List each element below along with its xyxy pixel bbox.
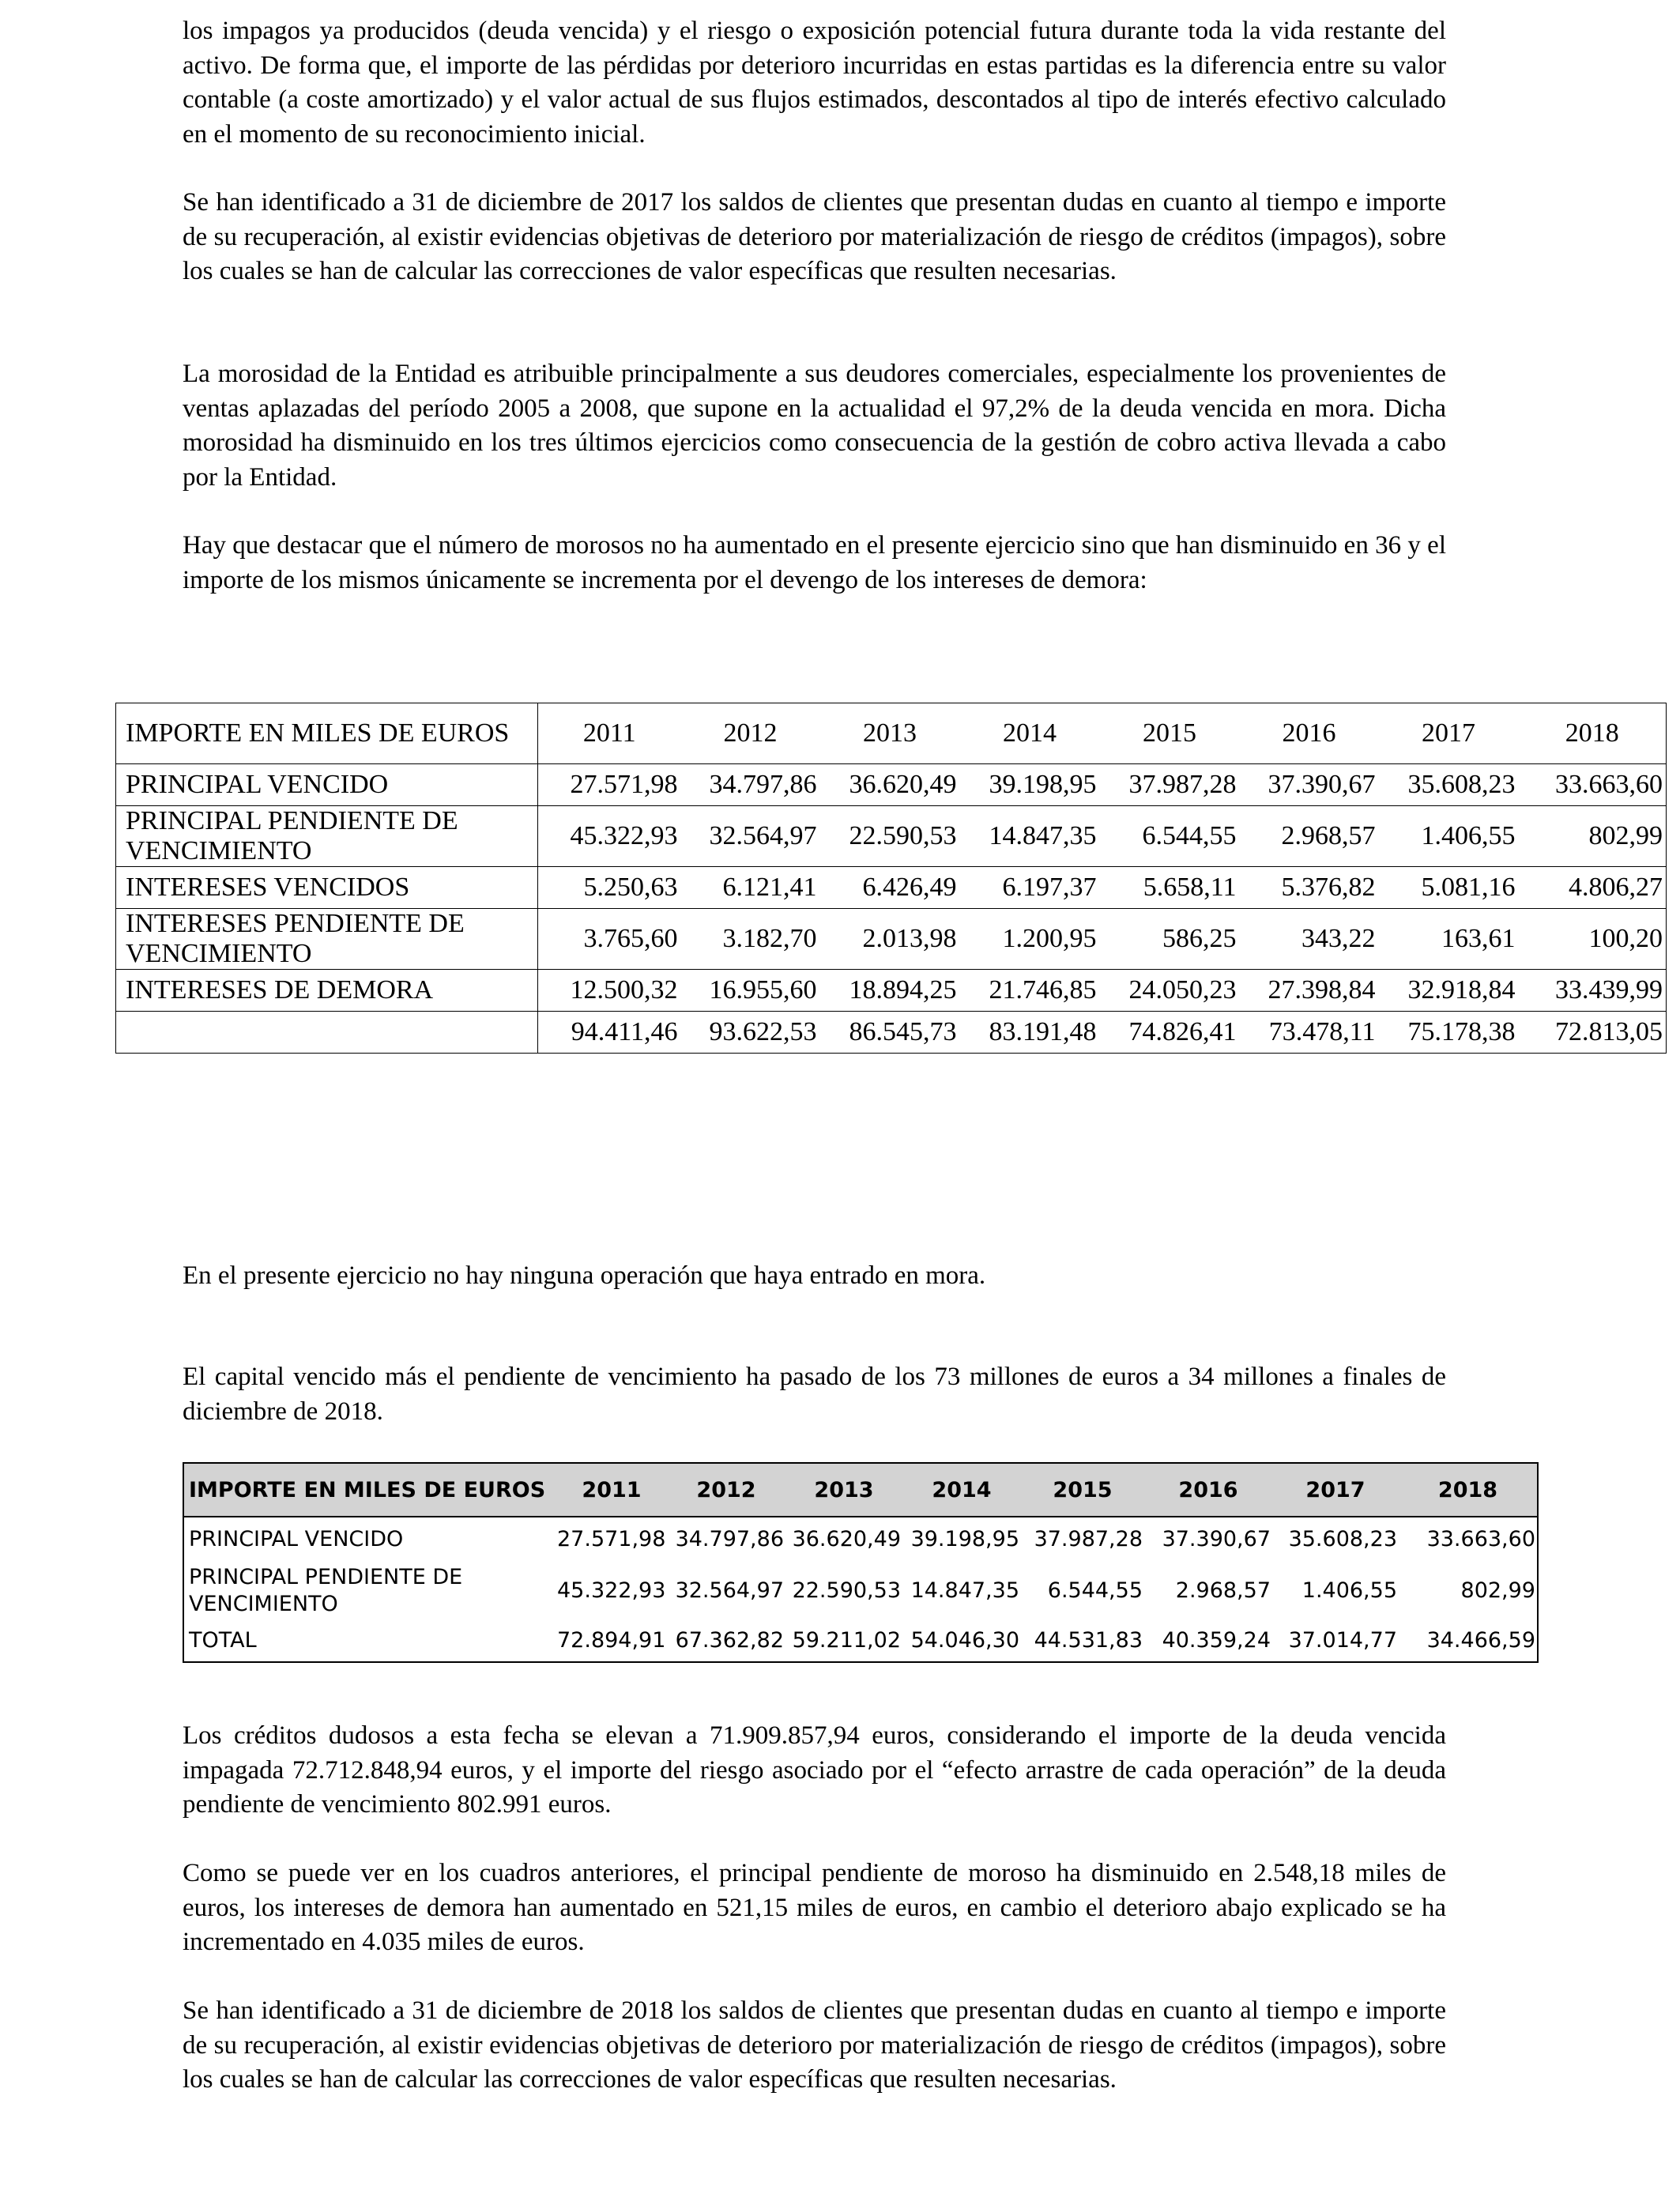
table-total-row: [116, 1012, 1667, 1054]
table-cell: 27.571,98: [538, 764, 681, 806]
table-cell: 44.531,83: [1034, 1628, 1143, 1653]
row-label: PRINCIPAL VENCIDO: [116, 764, 538, 806]
year-header: 2015: [1021, 1463, 1144, 1517]
table-cell: 4.806,27: [1519, 867, 1667, 909]
table-cell: 33.439,99: [1519, 970, 1667, 1012]
row-label: INTERESES VENCIDOS: [116, 867, 538, 909]
year-header: 2016: [1144, 1463, 1272, 1517]
table-row: [183, 1562, 1538, 1620]
paragraph-identified-2017: Se han identificado a 31 de diciembre de 2017 los saldos de clientes que presentan dudas en cuanto al tiempo e importe de su recuperación, al existir evidencias objetivas de deterioro por materialización de riesgo de créditos (impagos), sobre los cuales se han de calcular las correcciones de valor específicas que resulten necesarias.: [183, 188, 1446, 285]
table-cell: 14.847,35: [960, 806, 1100, 867]
table-cell: 6.197,37: [960, 867, 1100, 909]
table-cell: 802,99: [1460, 1578, 1535, 1603]
table-cell: 54.046,30: [910, 1628, 1019, 1653]
table-cell: 586,25: [1100, 909, 1240, 970]
row-label: INTERESES DE DEMORA: [116, 970, 538, 1012]
table-cell: 27.571,98: [557, 1527, 666, 1551]
table-cell: 35.608,23: [1379, 764, 1519, 806]
table-cell: 1.406,55: [1379, 806, 1519, 867]
table-cell: 72.894,91: [557, 1628, 666, 1653]
table-cell: 73.478,11: [1240, 1012, 1379, 1054]
table-row: [116, 764, 1667, 806]
year-header: 2014: [902, 1463, 1021, 1517]
year-header: 2017: [1379, 703, 1519, 764]
table-cell: 33.663,60: [1426, 1527, 1535, 1551]
table-cell: 802,99: [1519, 806, 1667, 867]
year-header: 2013: [785, 1463, 902, 1517]
table-cell: 35.608,23: [1288, 1527, 1397, 1551]
table-cell: 22.590,53: [792, 1578, 901, 1603]
table-cell: 86.545,73: [820, 1012, 960, 1054]
row-label: [116, 1012, 538, 1054]
paragraph-impairment-definition: los impagos ya producidos (deuda vencida) y el riesgo o exposición potencial futura durante toda la vida restante del activo. De forma que, el importe de las pérdidas por deterioro incurridas en estas partidas es la diferencia entre su valor contable (a coste amortizado) y el valor actual de sus flujos estimados, descontados al tipo de interés efectivo calculado en el momento de su reconocimiento inicial.: [183, 17, 1446, 149]
year-header: 2011: [556, 1463, 667, 1517]
table-cell: 40.359,24: [1162, 1628, 1271, 1653]
table-cell: 1.406,55: [1301, 1578, 1397, 1603]
table-cell: 39.198,95: [910, 1527, 1019, 1551]
table-cell: 16.955,60: [681, 970, 820, 1012]
table-cell: 75.178,38: [1379, 1012, 1519, 1054]
table-cell: 21.746,85: [960, 970, 1100, 1012]
table-cell: 18.894,25: [820, 970, 960, 1012]
table-cell: 37.390,67: [1162, 1527, 1271, 1551]
table-cell: 83.191,48: [960, 1012, 1100, 1054]
table-cell: 34.797,86: [675, 1527, 784, 1551]
year-header: 2011: [538, 703, 681, 764]
table-row: [116, 867, 1667, 909]
table-cell: 5.376,82: [1240, 867, 1379, 909]
table-row: [116, 909, 1667, 970]
table-row: [183, 1517, 1538, 1562]
table-cell: 45.322,93: [557, 1578, 666, 1603]
table-row: [116, 806, 1667, 867]
table-cell: 93.622,53: [681, 1012, 820, 1054]
debt-table-detailed: [115, 703, 1667, 1054]
table-cell: 163,61: [1379, 909, 1519, 970]
table-header-row: [183, 1463, 1538, 1517]
header-label: IMPORTE EN MILES DE EUROS: [183, 1463, 556, 1517]
table-cell: 39.198,95: [960, 764, 1100, 806]
year-header: 2016: [1240, 703, 1379, 764]
year-header: 2017: [1272, 1463, 1399, 1517]
table-cell: 3.765,60: [538, 909, 681, 970]
table-cell: 59.211,02: [792, 1628, 901, 1653]
table-header-row: [116, 703, 1667, 764]
table-cell: 1.200,95: [960, 909, 1100, 970]
table-cell: 34.466,59: [1426, 1628, 1535, 1653]
row-label: TOTAL: [189, 1628, 257, 1653]
table-cell: 72.813,05: [1519, 1012, 1667, 1054]
table-cell: 34.797,86: [681, 764, 820, 806]
table-cell: 33.663,60: [1519, 764, 1667, 806]
table-cell: 2.968,57: [1240, 806, 1379, 867]
row-label: PRINCIPAL PENDIENTE DE VENCIMIENTO: [189, 1565, 463, 1616]
paragraph-identified-2018: Se han identificado a 31 de diciembre de 2018 los saldos de clientes que presentan dudas en cuanto al tiempo e importe de su recuperación, al existir evidencias objetivas de deterioro por materialización de riesgo de créditos (impagos), sobre los cuales se han de calcular las correcciones de valor específicas que resulten necesarias.: [183, 1996, 1446, 2094]
table-cell: 6.426,49: [820, 867, 960, 909]
table-cell: 14.847,35: [910, 1578, 1019, 1603]
table-cell: 94.411,46: [538, 1012, 681, 1054]
year-header: 2013: [820, 703, 960, 764]
table-cell: 74.826,41: [1100, 1012, 1240, 1054]
table-row: [116, 970, 1667, 1012]
table-cell: 6.544,55: [1100, 806, 1240, 867]
year-header: 2015: [1100, 703, 1240, 764]
table-cell: 37.390,67: [1240, 764, 1379, 806]
table-cell: 67.362,82: [675, 1628, 784, 1653]
table-cell: 12.500,32: [538, 970, 681, 1012]
row-label: INTERESES PENDIENTE DE VENCIMIENTO: [116, 909, 538, 970]
header-label: IMPORTE EN MILES DE EUROS: [116, 703, 538, 764]
year-header: 2018: [1519, 703, 1667, 764]
debt-table-summary: [183, 1462, 1539, 1663]
table-cell: 32.564,97: [675, 1578, 784, 1603]
table-cell: 37.987,28: [1100, 764, 1240, 806]
table-cell: 32.918,84: [1379, 970, 1519, 1012]
paragraph-morosidad: La morosidad de la Entidad es atribuible principalmente a sus deudores comerciales, especialmente los provenientes de ventas aplazadas del período 2005 a 2008, que supone en la actualidad el 97,2% de la deuda vencida en mora. Dicha morosidad ha disminuido en los tres últimos ejercicios como consecuencia de la gestión de cobro activa llevada a cabo por la Entidad.: [183, 360, 1446, 492]
table-cell: 5.658,11: [1100, 867, 1240, 909]
paragraph-capital-vencido: El capital vencido más el pendiente de vencimiento ha pasado de los 73 millones de euros a 34 millones a finales de diciembre de 2018.: [183, 1363, 1446, 1426]
table-total-row: [183, 1620, 1538, 1662]
year-header: 2018: [1399, 1463, 1538, 1517]
table-cell: 45.322,93: [538, 806, 681, 867]
table-cell: 36.620,49: [820, 764, 960, 806]
table-cell: 24.050,23: [1100, 970, 1240, 1012]
table-cell: 5.250,63: [538, 867, 681, 909]
row-label: PRINCIPAL PENDIENTE DE VENCIMIENTO: [116, 806, 538, 867]
table-cell: 2.013,98: [820, 909, 960, 970]
year-header: 2012: [667, 1463, 785, 1517]
table-cell: 5.081,16: [1379, 867, 1519, 909]
table-cell: 100,20: [1519, 909, 1667, 970]
paragraph-creditos-dudosos: Los créditos dudosos a esta fecha se elevan a 71.909.857,94 euros, considerando el importe de la deuda vencida impagada 72.712.848,94 euros, y el importe del riesgo asociado por el “efecto arrastre de cada operación” de la deuda pendiente de vencimiento 802.991 euros.: [183, 1721, 1446, 1819]
table-cell: 343,22: [1240, 909, 1379, 970]
paragraph-no-new-mora: En el presente ejercicio no hay ninguna operación que haya entrado en mora.: [183, 1261, 986, 1290]
table-cell: 32.564,97: [681, 806, 820, 867]
table-cell: 22.590,53: [820, 806, 960, 867]
table-cell: 37.987,28: [1034, 1527, 1143, 1551]
row-label: PRINCIPAL VENCIDO: [189, 1527, 404, 1551]
year-header: 2012: [681, 703, 820, 764]
table-cell: 36.620,49: [792, 1527, 901, 1551]
table-cell: 3.182,70: [681, 909, 820, 970]
paragraph-morosos-count: Hay que destacar que el número de morosos no ha aumentado en el presente ejercicio sino que han disminuido en 36 y el importe de los mismos únicamente se incrementa por el devengo de los intereses de demora:: [183, 531, 1446, 594]
table-cell: 6.544,55: [1047, 1578, 1143, 1603]
paragraph-cuadros-anteriores: Como se puede ver en los cuadros anteriores, el principal pendiente de moroso ha disminuido en 2.548,18 miles de euros, los intereses de demora han aumentado en 521,15 miles de euros, en cambio el deterioro abajo explicado se ha incrementado en 4.035 miles de euros.: [183, 1859, 1446, 1956]
table-cell: 2.968,57: [1175, 1578, 1271, 1603]
table-cell: 37.014,77: [1288, 1628, 1397, 1653]
year-header: 2014: [960, 703, 1100, 764]
table-cell: 27.398,84: [1240, 970, 1379, 1012]
table-cell: 6.121,41: [681, 867, 820, 909]
